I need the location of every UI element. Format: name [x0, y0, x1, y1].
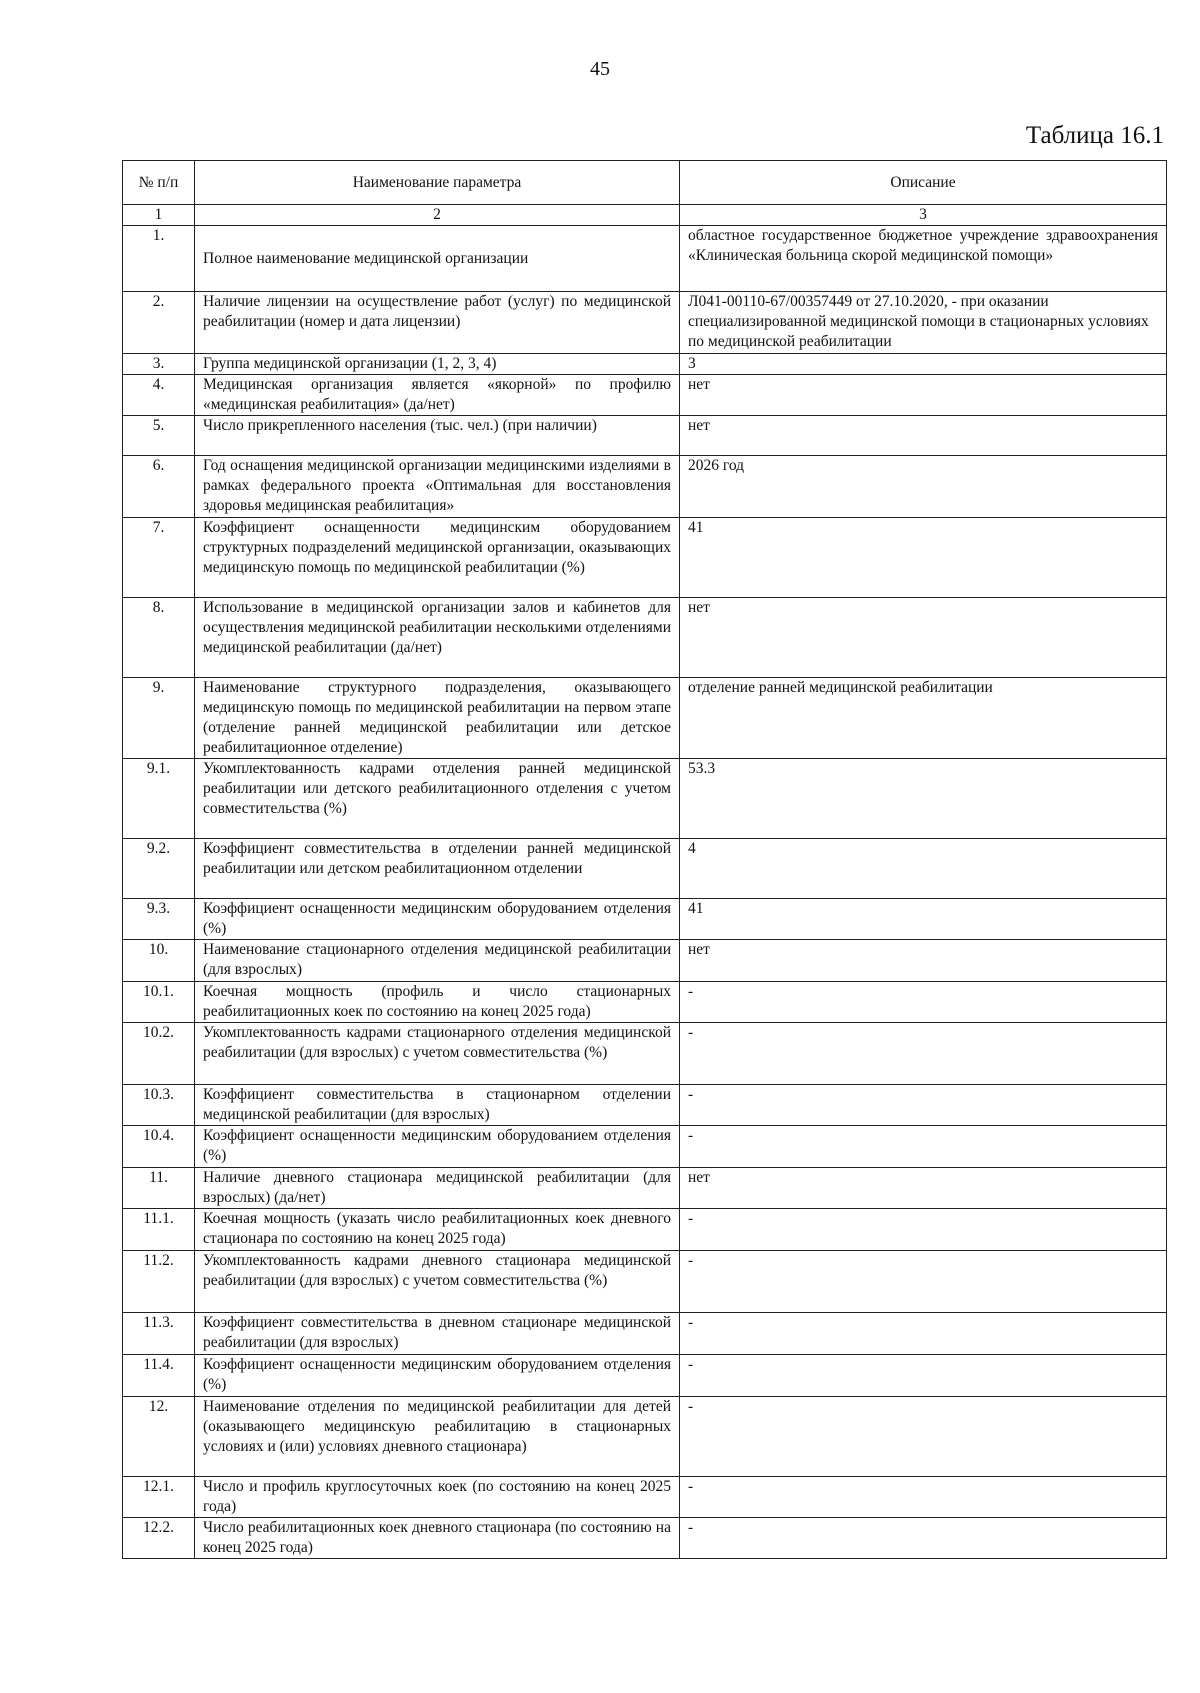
row-number: 11. — [123, 1168, 195, 1209]
row-parameter: Полное наименование медицинской организации — [195, 226, 680, 292]
row-parameter: Коэффициент совместительства в стационарном отделении медицинской реабилитации (для взрослых) — [195, 1085, 680, 1126]
row-number: 11.1. — [123, 1209, 195, 1251]
row-description: отделение ранней медицинской реабилитации — [680, 678, 1167, 759]
row-description: - — [680, 1251, 1167, 1313]
table-row — [123, 940, 1167, 982]
table-row — [123, 518, 1167, 598]
table-row — [123, 292, 1167, 354]
row-parameter: Коэффициент оснащенности медицинским оборудованием отделения (%) — [195, 899, 680, 940]
row-parameter: Наименование стационарного отделения медицинской реабилитации (для взрослых) — [195, 940, 680, 982]
row-number: 5. — [123, 416, 195, 456]
table-header-row — [123, 161, 1167, 205]
table-row — [123, 1126, 1167, 1168]
row-parameter: Число и профиль круглосуточных коек (по состоянию на конец 2025 года) — [195, 1477, 680, 1518]
row-parameter: Наличие лицензии на осуществление работ (услуг) по медицинской реабилитации (номер и дата лицензии) — [195, 292, 680, 354]
row-number: 10.1. — [123, 982, 195, 1023]
row-parameter: Наименование структурного подразделения, оказывающего медицинскую помощь по медицинской реабилитации на первом этапе (отделение ранней медицинской реабилитации или детское реабилитационное отделение) — [195, 678, 680, 759]
row-description: областное государственное бюджетное учреждение здравоохранения «Клиническая больница скорой медицинской помощи» — [680, 226, 1167, 292]
header-num: № п/п — [123, 161, 195, 205]
row-description: 3 — [680, 354, 1167, 375]
table-row — [123, 1085, 1167, 1126]
header-param: Наименование параметра — [195, 161, 680, 205]
row-description: - — [680, 982, 1167, 1023]
row-number: 7. — [123, 518, 195, 598]
table-row — [123, 1251, 1167, 1313]
row-description: нет — [680, 416, 1167, 456]
row-number: 6. — [123, 456, 195, 518]
row-parameter: Укомплектованность кадрами стационарного отделения медицинской реабилитации (для взрослых) с учетом совместительства (%) — [195, 1023, 680, 1085]
row-number: 9.2. — [123, 839, 195, 899]
page-number: 45 — [590, 58, 610, 80]
row-description: нет — [680, 1168, 1167, 1209]
table-row — [123, 375, 1167, 416]
row-number: 9. — [123, 678, 195, 759]
row-number: 8. — [123, 598, 195, 678]
row-description: 41 — [680, 518, 1167, 598]
parameters-table — [122, 160, 1167, 1559]
row-parameter: Коэффициент оснащенности медицинским оборудованием отделения (%) — [195, 1126, 680, 1168]
table-row — [123, 759, 1167, 839]
row-number: 3. — [123, 354, 195, 375]
table-row — [123, 1397, 1167, 1477]
row-parameter: Коэффициент оснащенности медицинским оборудованием отделения (%) — [195, 1355, 680, 1397]
row-description: 53.3 — [680, 759, 1167, 839]
row-description: - — [680, 1126, 1167, 1168]
row-number: 2. — [123, 292, 195, 354]
row-number: 4. — [123, 375, 195, 416]
row-description: 4 — [680, 839, 1167, 899]
row-parameter: Использование в медицинской организации залов и кабинетов для осуществления медицинской реабилитации несколькими отделениями медицинской реабилитации (да/нет) — [195, 598, 680, 678]
row-number: 10. — [123, 940, 195, 982]
row-number: 12.1. — [123, 1477, 195, 1518]
row-description: 41 — [680, 899, 1167, 940]
row-parameter: Коэффициент совместительства в дневном стационаре медицинской реабилитации (для взрослых) — [195, 1313, 680, 1355]
row-number: 9.3. — [123, 899, 195, 940]
table-row — [123, 1477, 1167, 1518]
row-parameter: Число прикрепленного населения (тыс. чел.) (при наличии) — [195, 416, 680, 456]
row-parameter: Число реабилитационных коек дневного стационара (по состоянию на конец 2025 года) — [195, 1518, 680, 1559]
row-number: 10.4. — [123, 1126, 195, 1168]
row-parameter: Укомплектованность кадрами отделения ранней медицинской реабилитации или детского реабилитационного отделения с учетом совместительства (%) — [195, 759, 680, 839]
row-description: - — [680, 1397, 1167, 1477]
table-row — [123, 1168, 1167, 1209]
row-parameter: Коечная мощность (указать число реабилитационных коек дневного стационара по состоянию на конец 2025 года) — [195, 1209, 680, 1251]
row-parameter: Наименование отделения по медицинской реабилитации для детей (оказывающего медицинскую реабилитацию в стационарных условиях и (или) условиях дневного стационара) — [195, 1397, 680, 1477]
row-description: Л041-00110-67/00357449 от 27.10.2020, - при оказании специализированной медицинской помощи в стационарных условиях по медицинской реабилитации — [680, 292, 1167, 354]
row-number: 10.2. — [123, 1023, 195, 1085]
row-parameter: Год оснащения медицинской организации медицинскими изделиями в рамках федерального проекта «Оптимальная для восстановления здоровья медицинская реабилитация» — [195, 456, 680, 518]
row-number: 12.2. — [123, 1518, 195, 1559]
row-parameter: Медицинская организация является «якорной» по профилю «медицинская реабилитация» (да/нет) — [195, 375, 680, 416]
row-parameter: Коэффициент совместительства в отделении ранней медицинской реабилитации или детском реабилитационном отделении — [195, 839, 680, 899]
table-row — [123, 456, 1167, 518]
table-row — [123, 839, 1167, 899]
table-row — [123, 1355, 1167, 1397]
column-number: 3 — [680, 205, 1167, 226]
header-desc: Описание — [680, 161, 1167, 205]
row-number: 12. — [123, 1397, 195, 1477]
table-row — [123, 982, 1167, 1023]
row-description: - — [680, 1477, 1167, 1518]
table-row — [123, 416, 1167, 456]
row-parameter: Укомплектованность кадрами дневного стационара медицинской реабилитации (для взрослых) с учетом совместительства (%) — [195, 1251, 680, 1313]
table-row — [123, 226, 1167, 292]
table-row — [123, 678, 1167, 759]
row-description: - — [680, 1023, 1167, 1085]
column-number: 1 — [123, 205, 195, 226]
row-description: нет — [680, 940, 1167, 982]
table-row — [123, 1313, 1167, 1355]
row-parameter: Коечная мощность (профиль и число стационарных реабилитационных коек по состоянию на конец 2025 года) — [195, 982, 680, 1023]
row-number: 11.4. — [123, 1355, 195, 1397]
table-row — [123, 1023, 1167, 1085]
row-description: нет — [680, 375, 1167, 416]
row-number: 11.3. — [123, 1313, 195, 1355]
table-row — [123, 899, 1167, 940]
row-description: нет — [680, 598, 1167, 678]
row-parameter: Группа медицинской организации (1, 2, 3, 4) — [195, 354, 680, 375]
row-number: 10.3. — [123, 1085, 195, 1126]
table-row — [123, 598, 1167, 678]
row-description: - — [680, 1355, 1167, 1397]
column-numbers-row — [123, 205, 1167, 226]
table-row — [123, 354, 1167, 375]
table-row — [123, 1209, 1167, 1251]
row-description: - — [680, 1518, 1167, 1559]
row-description: - — [680, 1209, 1167, 1251]
table-caption: Таблица 16.1 — [1025, 122, 1164, 149]
row-number: 9.1. — [123, 759, 195, 839]
row-number: 11.2. — [123, 1251, 195, 1313]
table-row — [123, 1518, 1167, 1559]
row-parameter: Коэффициент оснащенности медицинским оборудованием структурных подразделений медицинской организации, оказывающих медицинскую помощь по медицинской реабилитации (%) — [195, 518, 680, 598]
column-number: 2 — [195, 205, 680, 226]
row-description: 2026 год — [680, 456, 1167, 518]
row-parameter: Наличие дневного стационара медицинской реабилитации (для взрослых) (да/нет) — [195, 1168, 680, 1209]
row-number: 1. — [123, 226, 195, 292]
row-description: - — [680, 1313, 1167, 1355]
row-description: - — [680, 1085, 1167, 1126]
